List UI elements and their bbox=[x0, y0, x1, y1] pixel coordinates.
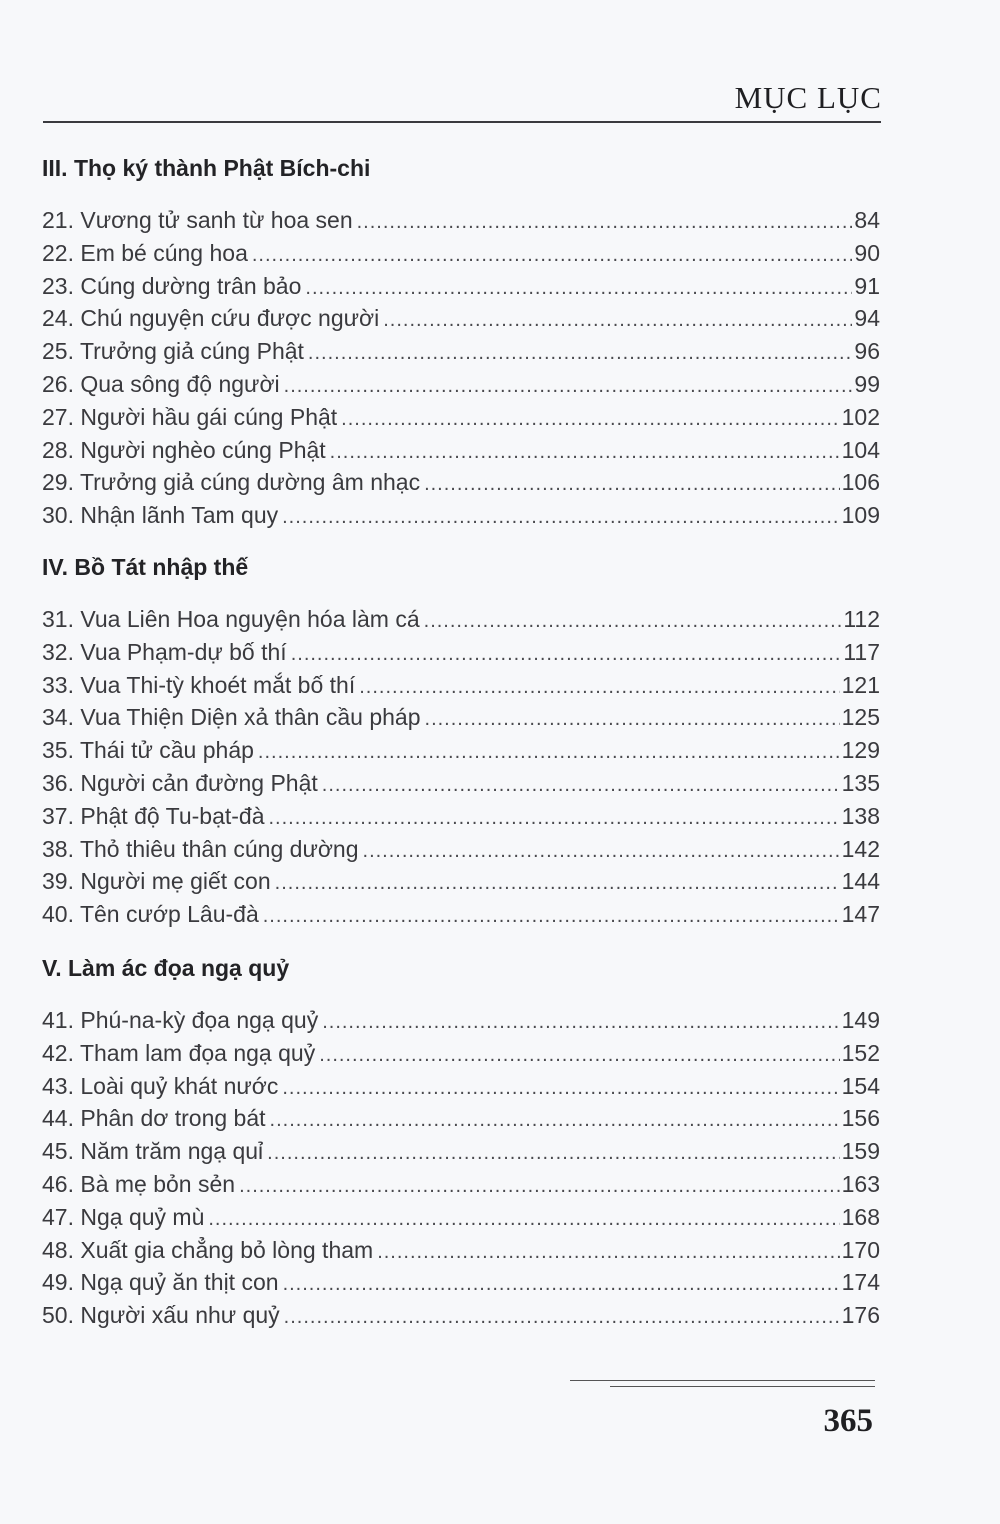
footer-divider bbox=[570, 1380, 875, 1381]
dot-leader bbox=[425, 708, 840, 731]
dot-leader bbox=[359, 676, 839, 699]
entry-label: 24. Chú nguyện cứu được người bbox=[42, 305, 380, 332]
dot-leader bbox=[330, 441, 840, 464]
list-item bbox=[42, 606, 880, 639]
entry-label: 41. Phú-na-kỳ đọa ngạ quỷ bbox=[42, 1007, 319, 1033]
entry-page: 121 bbox=[841, 671, 880, 698]
list-item bbox=[42, 469, 880, 502]
entry-label: 33. Vua Thi-tỳ khoét mắt bố thí bbox=[42, 671, 356, 698]
entry-label: 26. Qua sông độ người bbox=[42, 370, 280, 397]
dot-leader bbox=[305, 277, 852, 300]
list-item bbox=[42, 1138, 880, 1171]
dot-leader bbox=[282, 506, 840, 529]
section-title: V. Làm ác đọa ngạ quỷ bbox=[42, 955, 290, 981]
entry-page: 174 bbox=[841, 1269, 880, 1296]
page-title: MỤC LỤC bbox=[734, 80, 882, 115]
section-title: IV. Bồ Tát nhập thế bbox=[42, 554, 249, 580]
entry-page: 152 bbox=[841, 1039, 880, 1066]
dot-leader bbox=[291, 643, 842, 666]
list-item bbox=[42, 1073, 880, 1106]
entry-label: 39. Người mẹ giết con bbox=[42, 868, 271, 895]
entry-label: 40. Tên cướp Lâu-đà bbox=[42, 901, 259, 928]
entry-label: 25. Trưởng giả cúng Phật bbox=[42, 338, 304, 365]
list-item bbox=[42, 502, 880, 535]
entry-list bbox=[42, 606, 880, 934]
dot-leader bbox=[284, 375, 853, 398]
entry-page: 90 bbox=[854, 239, 880, 266]
entry-label: 50. Người xấu như quỷ bbox=[42, 1302, 280, 1329]
entry-page: 144 bbox=[841, 868, 880, 895]
list-item bbox=[42, 639, 880, 672]
dot-leader bbox=[270, 1109, 840, 1132]
list-item bbox=[42, 1171, 880, 1204]
entry-label: 32. Vua Phạm-dự bố thí bbox=[42, 638, 287, 665]
list-item bbox=[42, 868, 880, 901]
dot-leader bbox=[267, 1142, 839, 1165]
list-item bbox=[42, 1204, 880, 1237]
entry-page: 159 bbox=[841, 1138, 880, 1165]
entry-label: 36. Người cản đường Phật bbox=[42, 769, 318, 796]
list-item bbox=[42, 901, 880, 934]
dot-leader bbox=[308, 342, 852, 365]
entry-page: 168 bbox=[841, 1203, 880, 1230]
entry-page: 176 bbox=[841, 1302, 880, 1329]
dot-leader bbox=[319, 1044, 839, 1067]
entry-page: 149 bbox=[841, 1007, 880, 1033]
entry-page: 96 bbox=[854, 338, 880, 365]
dot-leader bbox=[283, 1273, 840, 1296]
entry-page: 125 bbox=[841, 704, 880, 731]
entry-list bbox=[42, 1007, 880, 1335]
entry-label: 44. Phân dơ trong bát bbox=[42, 1105, 266, 1132]
entry-page: 138 bbox=[841, 802, 880, 829]
entry-label: 31. Vua Liên Hoa nguyện hóa làm cá bbox=[42, 606, 420, 632]
entry-label: 35. Thái tử cầu pháp bbox=[42, 737, 254, 764]
list-item bbox=[42, 240, 880, 273]
dot-leader bbox=[284, 1306, 840, 1329]
entry-label: 43. Loài quỷ khát nước bbox=[42, 1072, 279, 1099]
entry-label: 27. Người hầu gái cúng Phật bbox=[42, 403, 338, 430]
entry-list bbox=[42, 207, 880, 535]
entry-page: 109 bbox=[841, 502, 880, 529]
entry-label: 46. Bà mẹ bỏn sẻn bbox=[42, 1170, 236, 1197]
entry-label: 30. Nhận lãnh Tam quy bbox=[42, 502, 279, 529]
list-item bbox=[42, 836, 880, 869]
list-item bbox=[42, 1040, 880, 1073]
entry-page: 117 bbox=[843, 638, 880, 665]
dot-leader bbox=[322, 1011, 839, 1034]
list-item bbox=[42, 704, 880, 737]
dot-leader bbox=[258, 741, 840, 764]
entry-page: 142 bbox=[841, 835, 880, 862]
dot-leader bbox=[424, 610, 842, 633]
entry-label: 23. Cúng dường trân bảo bbox=[42, 272, 302, 299]
dot-leader bbox=[239, 1175, 840, 1198]
entry-page: 104 bbox=[841, 436, 880, 463]
footer-divider bbox=[610, 1386, 875, 1387]
entry-label: 49. Ngạ quỷ ăn thịt con bbox=[42, 1269, 279, 1296]
entry-page: 170 bbox=[841, 1236, 880, 1263]
entry-label: 42. Tham lam đọa ngạ quỷ bbox=[42, 1039, 316, 1066]
entry-page: 147 bbox=[841, 901, 880, 928]
list-item bbox=[42, 338, 880, 371]
page-number: 365 bbox=[823, 1403, 873, 1439]
entry-label: 28. Người nghèo cúng Phật bbox=[42, 436, 326, 463]
dot-leader bbox=[357, 211, 853, 234]
entry-label: 48. Xuất gia chẳng bỏ lòng tham bbox=[42, 1236, 374, 1263]
dot-leader bbox=[424, 473, 840, 496]
dot-leader bbox=[322, 774, 840, 797]
dot-leader bbox=[282, 1077, 839, 1100]
list-item bbox=[42, 672, 880, 705]
list-item bbox=[42, 404, 880, 437]
entry-page: 129 bbox=[841, 737, 880, 764]
entry-label: 47. Ngạ quỷ mù bbox=[42, 1203, 205, 1230]
entry-page: 112 bbox=[843, 606, 880, 632]
section-title: III. Thọ ký thành Phật Bích-chi bbox=[42, 155, 371, 181]
entry-label: 45. Năm trăm ngạ quỉ bbox=[42, 1138, 264, 1165]
dot-leader bbox=[275, 872, 840, 895]
list-item bbox=[42, 1007, 880, 1040]
dot-leader bbox=[383, 309, 852, 332]
dot-leader bbox=[269, 807, 840, 830]
entry-label: 37. Phật độ Tu-bạt-đà bbox=[42, 802, 265, 829]
entry-page: 84 bbox=[854, 207, 880, 233]
entry-page: 106 bbox=[841, 469, 880, 496]
dot-leader bbox=[208, 1208, 839, 1231]
dot-leader bbox=[341, 408, 839, 431]
list-item bbox=[42, 1269, 880, 1302]
entry-page: 163 bbox=[841, 1170, 880, 1197]
entry-page: 156 bbox=[841, 1105, 880, 1132]
entry-page: 91 bbox=[854, 272, 880, 299]
list-item bbox=[42, 437, 880, 470]
list-item bbox=[42, 737, 880, 770]
dot-leader bbox=[263, 905, 840, 928]
entry-label: 21. Vương tử sanh từ hoa sen bbox=[42, 207, 353, 233]
entry-label: 29. Trưởng giả cúng dường âm nhạc bbox=[42, 469, 421, 496]
dot-leader bbox=[252, 244, 853, 267]
list-item bbox=[42, 371, 880, 404]
list-item bbox=[42, 803, 880, 836]
list-item bbox=[42, 305, 880, 338]
entry-page: 94 bbox=[854, 305, 880, 332]
entry-page: 135 bbox=[841, 769, 880, 796]
entry-page: 154 bbox=[841, 1072, 880, 1099]
list-item bbox=[42, 1237, 880, 1270]
entry-page: 99 bbox=[854, 370, 880, 397]
entry-label: 22. Em bé cúng hoa bbox=[42, 239, 248, 266]
list-item bbox=[42, 207, 880, 240]
list-item bbox=[42, 1105, 880, 1138]
entry-label: 34. Vua Thiện Diện xả thân cầu pháp bbox=[42, 704, 421, 731]
list-item bbox=[42, 273, 880, 306]
entry-label: 38. Thỏ thiêu thân cúng dường bbox=[42, 835, 359, 862]
list-item bbox=[42, 1302, 880, 1335]
list-item bbox=[42, 770, 880, 803]
dot-leader bbox=[377, 1241, 839, 1264]
entry-page: 102 bbox=[841, 403, 880, 430]
dot-leader bbox=[363, 840, 840, 863]
